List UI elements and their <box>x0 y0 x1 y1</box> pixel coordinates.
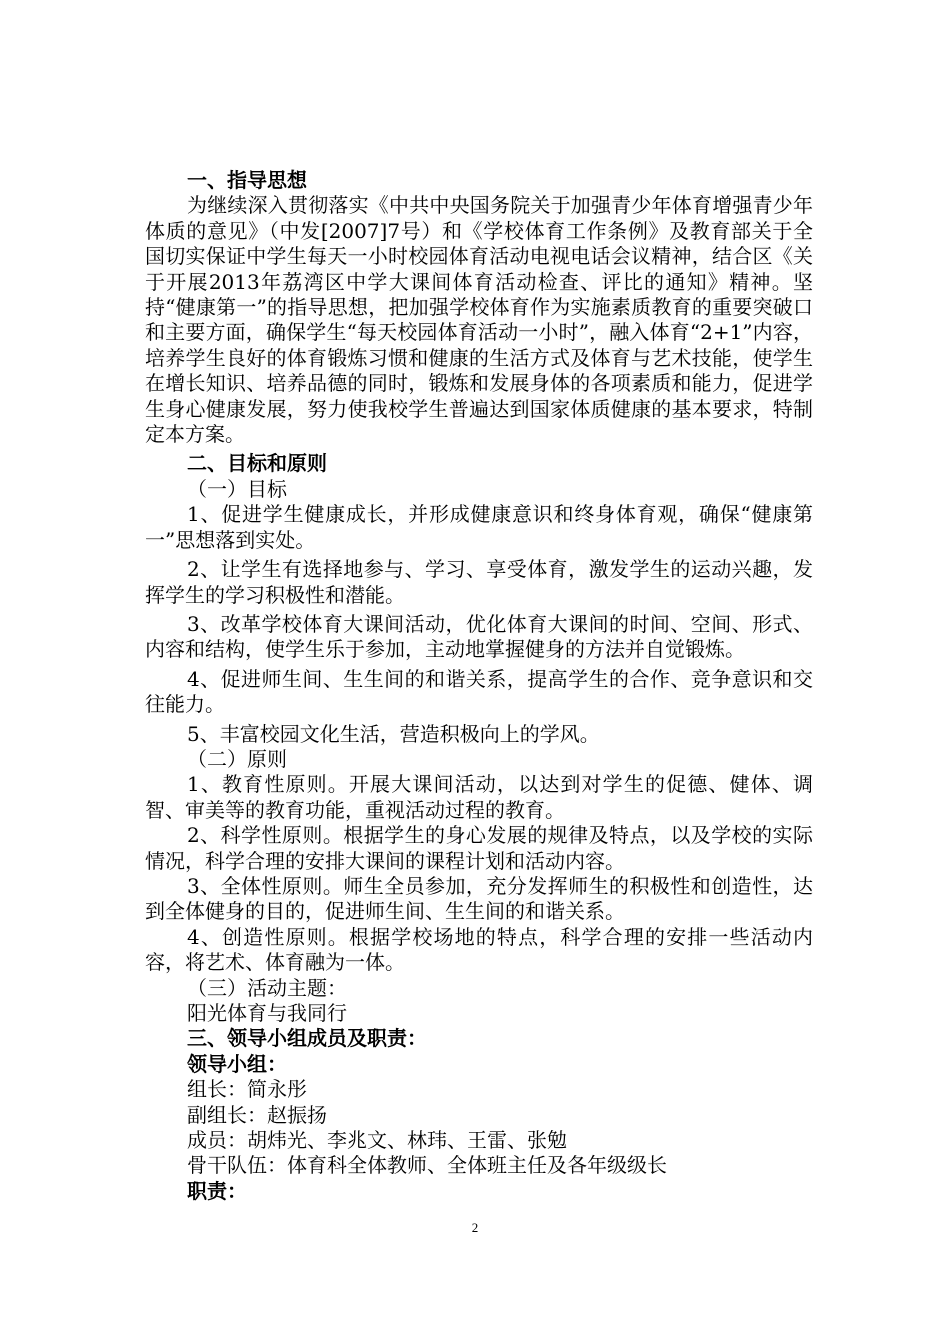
subheading-theme: （三）活动主题： <box>187 975 347 1000</box>
goal-item: 4、促进师生间、生生间的和谐关系，提高学生的合作、竞争意识和交往能力。 <box>145 666 813 717</box>
document-body <box>145 168 813 1204</box>
goal-item: 3、改革学校体育大课间活动，优化体育大课间的时间、空间、形式、内容和结构，使学生乐于参加，主动地掌握健身的方法并自觉锻炼。 <box>145 611 813 662</box>
leadership-group-label: 领导小组： <box>187 1051 287 1076</box>
goal-item: 2、让学生有选择地参与、学习、享受体育，激发学生的运动兴趣，发挥学生的学习积极性和潜能。 <box>145 557 813 607</box>
backbone-team: 骨干队伍：体育科全体教师、全体班主任及各年级级长 <box>187 1153 667 1178</box>
subheading-goals: （一）目标 <box>187 476 287 501</box>
principle-item: 1、教育性原则。开展大课间活动，以达到对学生的促德、健体、调智、审美等的教育功能，重视活动过程的教育。 <box>145 772 813 822</box>
page-number: 2 <box>471 1220 479 1235</box>
principle-item: 2、科学性原则。根据学生的身心发展的规律及特点，以及学校的实际情况，科学合理的安排大课间的课程计划和活动内容。 <box>145 823 813 873</box>
activity-theme: 阳光体育与我同行 <box>187 1001 347 1025</box>
section-heading-1: 一、指导思想 <box>187 168 307 192</box>
section-heading-2: 二、目标和原则 <box>187 451 327 476</box>
paragraph-guiding-thought: 为继续深入贯彻落实《中共中央国务院关于加强青少年体育增强青少年体质的意见》（中发[2007]7号）和《学校体育工作条例》及教育部关于全国切实保证中学生每天一小时校园体育活动电视电话会议精神，结合区《关于开展2013年荔湾区中学大课间体育活动检查、评比的通知》精神。坚持“健康第一”的指导思想，把加强学校体育作为实施素质教育的重要突破口和主要方面，确保学生“每天校园体育活动一小时”，融入体育“2+1”内容，培养学生良好的体育锻炼习惯和健康的生活方式及体育与艺术技能，使学生在增长知识、培养品德的同时，锻炼和发展身体的各项素质和能力，促进学生身心健康发展，努力使我校学生普遍达到国家体质健康的基本要求，特制定本方案。 <box>145 193 813 447</box>
principle-item: 4、创造性原则。根据学校场地的特点，科学合理的安排一些活动内容，将艺术、体育融为一体。 <box>145 924 813 975</box>
duties-label: 职责： <box>187 1178 247 1203</box>
goal-item: 1、促进学生健康成长，并形成健康意识和终身体育观，确保“健康第一”思想落到实处。 <box>145 502 813 552</box>
goal-item: 5、丰富校园文化生活，营造积极向上的学风。 <box>187 721 600 746</box>
group-leader: 组长：简永彤 <box>187 1077 307 1102</box>
section-heading-3: 三、领导小组成员及职责： <box>187 1026 427 1051</box>
subheading-principles: （二）原则 <box>187 746 287 771</box>
principle-item: 3、全体性原则。师生全员参加，充分发挥师生的积极性和创造性，达到全体健身的目的，促进师生间、生生间的和谐关系。 <box>145 873 813 924</box>
vice-group-leader: 副组长：赵振扬 <box>187 1102 327 1127</box>
group-members: 成员：胡炜光、李兆文、林玮、王雷、张勉 <box>187 1128 567 1153</box>
